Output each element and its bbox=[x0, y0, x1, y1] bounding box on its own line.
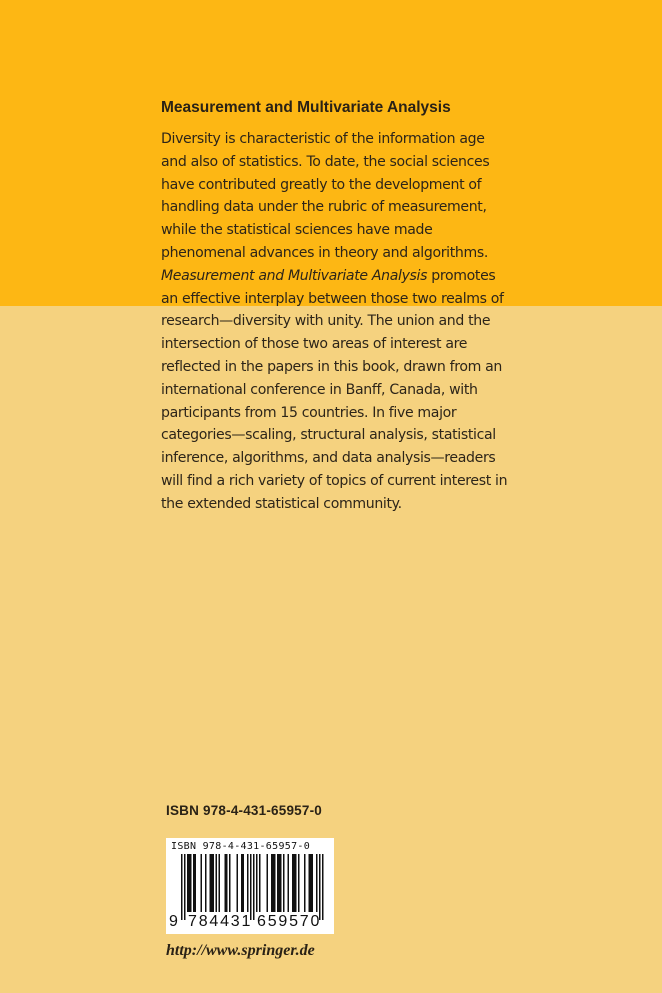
barcode-bar bbox=[201, 854, 203, 912]
barcode bbox=[166, 838, 334, 934]
barcode-bar bbox=[205, 854, 207, 912]
barcode-bar bbox=[312, 854, 314, 912]
book-description bbox=[161, 128, 513, 516]
barcode-bar bbox=[226, 854, 228, 912]
barcode-bar bbox=[243, 854, 245, 912]
isbn-label: ISBN 978-4-431-65957-0 bbox=[166, 803, 322, 818]
barcode-bar bbox=[211, 854, 213, 912]
barcode-bar bbox=[273, 854, 275, 912]
description-book-title: Measurement and Multivariate Analysis bbox=[161, 267, 428, 284]
barcode-bar bbox=[316, 854, 318, 912]
barcode-bar bbox=[213, 854, 215, 912]
barcode-bar bbox=[195, 854, 197, 912]
barcode-bar bbox=[294, 854, 296, 912]
barcode-guard-bar bbox=[322, 854, 324, 920]
barcode-bar bbox=[237, 854, 239, 912]
barcode-bar bbox=[241, 854, 243, 912]
back-cover-text bbox=[161, 98, 513, 516]
book-title: Measurement and Multivariate Analysis bbox=[161, 99, 451, 116]
barcode-bar bbox=[310, 854, 312, 912]
barcode-bar bbox=[277, 854, 279, 912]
barcode-bar bbox=[274, 854, 276, 912]
barcode-bar bbox=[190, 854, 192, 912]
barcode-right-digits: 659570 bbox=[257, 913, 322, 930]
barcode-bar bbox=[256, 854, 258, 912]
barcode-bar bbox=[280, 854, 282, 912]
barcode-bar bbox=[225, 854, 227, 912]
barcode-bar bbox=[229, 854, 231, 912]
barcode-bar bbox=[219, 854, 221, 912]
barcode-bar bbox=[216, 854, 218, 912]
barcode-bar bbox=[247, 854, 249, 912]
barcode-bar bbox=[210, 854, 212, 912]
barcode-bar bbox=[304, 854, 306, 912]
barcode-bar bbox=[271, 854, 273, 912]
barcode-guard-bar bbox=[253, 854, 255, 920]
barcode-left-digits: 784431 bbox=[188, 913, 253, 930]
barcode-bar bbox=[187, 854, 189, 912]
barcode-bar bbox=[193, 854, 195, 912]
barcode-bar bbox=[309, 854, 311, 912]
description-part-2: promotes an effective interplay between those two realms of research—diversity with unity. The union and the intersection of those two areas of interest are reflected in the papers in this book, drawn from an international conference in Banff, Canada, with participants from 15 countries. In five major categories—scaling, structural analysis, statistical inference, algorithms, and data analysis—readers will find a rich variety of topics of current interest in the extended statistical community. bbox=[161, 267, 508, 512]
barcode-bar bbox=[292, 854, 294, 912]
barcode-bar bbox=[259, 854, 261, 912]
barcode-bar bbox=[189, 854, 191, 912]
barcode-guard-bar bbox=[184, 854, 186, 920]
barcode-isbn-text: ISBN 978-4-431-65957-0 bbox=[171, 841, 311, 852]
barcode-bar bbox=[295, 854, 297, 912]
barcode-bar bbox=[267, 854, 269, 912]
barcode-guard-bar bbox=[250, 854, 252, 920]
barcode-bar bbox=[288, 854, 290, 912]
barcode-bar bbox=[283, 854, 285, 912]
barcode-bar bbox=[298, 854, 300, 912]
description-part-1: Diversity is characteristic of the information age and also of statistics. To date, the social sciences have contributed greatly to the development of handling data under the rubric of measurement, while the statistical sciences have made phenomenal advances in theory and algorithms. bbox=[161, 131, 490, 261]
publisher-url: http://www.springer.de bbox=[166, 942, 315, 959]
barcode-lead-digit: 9 bbox=[169, 913, 179, 930]
barcode-guard-bar bbox=[319, 854, 321, 920]
barcode-guard-bar bbox=[181, 854, 183, 920]
barcode-bar bbox=[279, 854, 281, 912]
